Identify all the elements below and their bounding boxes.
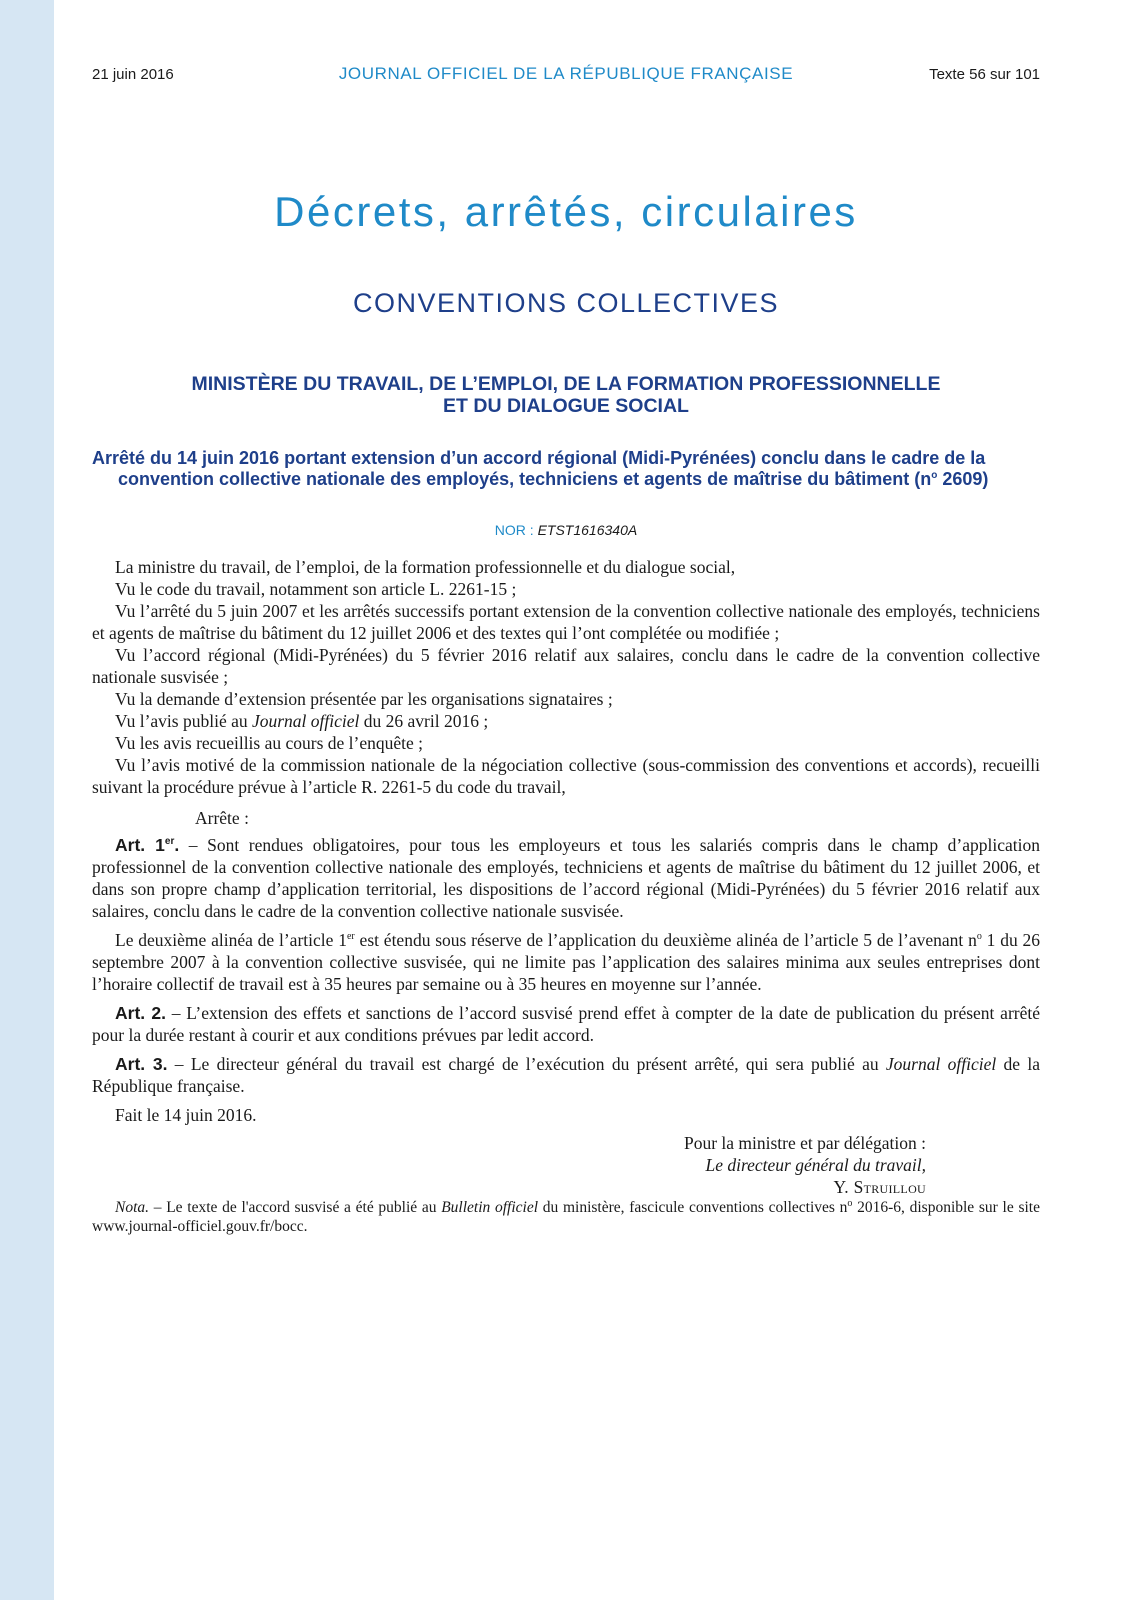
nor-reference: [92, 522, 1040, 538]
nota: [92, 1198, 1040, 1236]
ministry-line-2: ET DU DIALOGUE SOCIAL: [443, 395, 689, 417]
fait-le: Fait le 14 juin 2016.: [115, 1105, 257, 1125]
nota-bulletin: Bulletin officiel: [441, 1199, 539, 1216]
article-1-label-end: .: [174, 835, 180, 855]
preamble-vu-code: Vu le code du travail, notamment son article L. 2261-15 ;: [115, 579, 517, 599]
ministry-line-1: MINISTÈRE DU TRAVAIL, DE L’EMPLOI, DE LA FORMATION PROFESSIONNELLE: [191, 373, 941, 395]
preamble-vu-accord: Vu l’accord régional (Midi-Pyrénées) du 5 février 2016 relatif aux salaires, conclu dans le cadre de la convention collective nationale susvisée ;: [92, 645, 1040, 687]
left-margin-band: [0, 0, 54, 1600]
decree-title-num-sup: o: [931, 470, 938, 481]
avis-publie-before: Vu l’avis publié au: [115, 711, 252, 731]
article-2-text: – L’extension des effets et sanctions de l’accord susvisé prend effet à compter de la date de publication du présent arrêté pour la durée restant à courir et aux conditions prévues par ledit accord.: [92, 1003, 1040, 1045]
arrete-label: Arrête :: [195, 808, 249, 828]
signature-name: [92, 1176, 926, 1198]
nor-label: NOR :: [494, 522, 538, 538]
signature-surname: Struillou: [853, 1177, 926, 1197]
article-3-text-a: – Le directeur général du travail est chargé de l’exécution du présent arrêté, qui sera publié au: [167, 1054, 886, 1074]
document-body: [92, 556, 1040, 1236]
avis-publie-journal: Journal officiel: [251, 711, 360, 731]
signature-block: [92, 1132, 1040, 1198]
article-3-text-b: de la République française.: [92, 1054, 1040, 1096]
article-3-label: Art. 3.: [115, 1054, 168, 1074]
article-1-label-sup: er: [164, 836, 175, 848]
signature-line-2: [92, 1154, 926, 1176]
article-1-p2-b: est étendu sous réserve de l’application du deuxième alinéa de l’article 5 de l’avenant n: [354, 930, 977, 950]
ministry-heading: [92, 373, 1040, 417]
preamble-vu-avis-publie: [92, 710, 1040, 732]
article-1-p2-sup: er: [346, 931, 355, 943]
article-1-label: [115, 835, 179, 855]
header-text-number: Texte 56 sur 101: [929, 66, 1040, 83]
preamble-minister: La ministre du travail, de l’emploi, de la formation professionnelle et du dialogue social,: [115, 557, 736, 577]
nota-a: – Le texte de l'accord susvisé a été publié au: [149, 1199, 442, 1216]
nota-label: Nota.: [115, 1199, 150, 1216]
nota-c: 2016-6, disponible sur le site www.journal-officiel.gouv.fr/bocc.: [92, 1199, 1040, 1235]
header-date: 21 juin 2016: [92, 66, 174, 83]
nor-code: ETST1616340A: [537, 522, 638, 538]
article-3-journal: Journal officiel: [885, 1054, 997, 1074]
article-1-p2-a: Le deuxième alinéa de l’article 1: [115, 930, 347, 950]
section-subtitle: CONVENTIONS COLLECTIVES: [352, 288, 780, 318]
signature-line-1: Pour la ministre et par délégation :: [683, 1133, 926, 1153]
article-1: [92, 834, 1040, 922]
article-1-paragraph-2: [92, 929, 1040, 995]
decree-title-text: Arrêté du 14 juin 2016 portant extension d’un accord régional (Midi-Pyrénées) conclu dans le cadre de la convention collective nationale des employés, techniciens et agents de maîtrise du bâtiment (n: [92, 448, 986, 489]
signature-initial: Y.: [833, 1177, 854, 1197]
avis-publie-after: du 26 avril 2016 ;: [359, 711, 489, 731]
article-2: [92, 1002, 1040, 1046]
preamble-vu-enquete: Vu les avis recueillis au cours de l’enquête ;: [115, 733, 424, 753]
article-1-label-text: Art. 1: [115, 835, 165, 855]
signature-title: Le directeur général du travail,: [705, 1155, 926, 1175]
section-title: Décrets, arrêtés, circulaires: [274, 188, 858, 235]
decree-title: [92, 448, 1040, 490]
article-1-text: – Sont rendues obligatoires, pour tous les employeurs et tous les salariés compris dans le champ d’application professionnel de la convention collective nationale des employés, techniciens et agents de maîtrise du bâtiment du 12 juillet 2006, et dans son propre champ d’application territorial, les dispositions de l’accord régional (Midi-Pyrénées) du 5 février 2016 relatif aux salaires, conclu dans le cadre de la convention collective nationale susvisée.: [92, 835, 1040, 921]
preamble-vu-demande: Vu la demande d’extension présentée par les organisations signataires ;: [115, 689, 613, 709]
preamble-vu-arrete: Vu l’arrêté du 5 juin 2007 et les arrêtés successifs portant extension de la convention collective nationale des employés, techniciens et agents de maîtrise du bâtiment du 12 juillet 2006 et des textes qui l’ont complétée ou modifiée ;: [92, 601, 1040, 643]
article-2-label: Art. 2.: [115, 1003, 166, 1023]
article-3: [92, 1053, 1040, 1097]
decree-title-num: 2609): [937, 469, 989, 489]
nota-b: du ministère, fascicule conventions collectives n: [538, 1199, 848, 1216]
preamble-vu-commission: Vu l’avis motivé de la commission nationale de la négociation collective (sous-commission des conventions et accords), recueilli suivant la procédure prévue à l’article R. 2261-5 du code du travail,: [92, 755, 1040, 797]
article-1-p2-c: 1 du 26 septembre 2007 à la convention collective susvisée, qui ne limite pas l’application des salaires minima aux seules entreprises dont l’horaire collectif de travail est à 35 heures par semaine ou à 35 heures en moyenne sur l’année.: [92, 930, 1041, 994]
page-header: [92, 64, 1040, 88]
article-1-p2-sup2: o: [976, 931, 982, 943]
header-journal-name: JOURNAL OFFICIEL DE LA RÉPUBLIQUE FRANÇAISE: [338, 64, 794, 83]
nota-sup: o: [847, 1197, 853, 1209]
